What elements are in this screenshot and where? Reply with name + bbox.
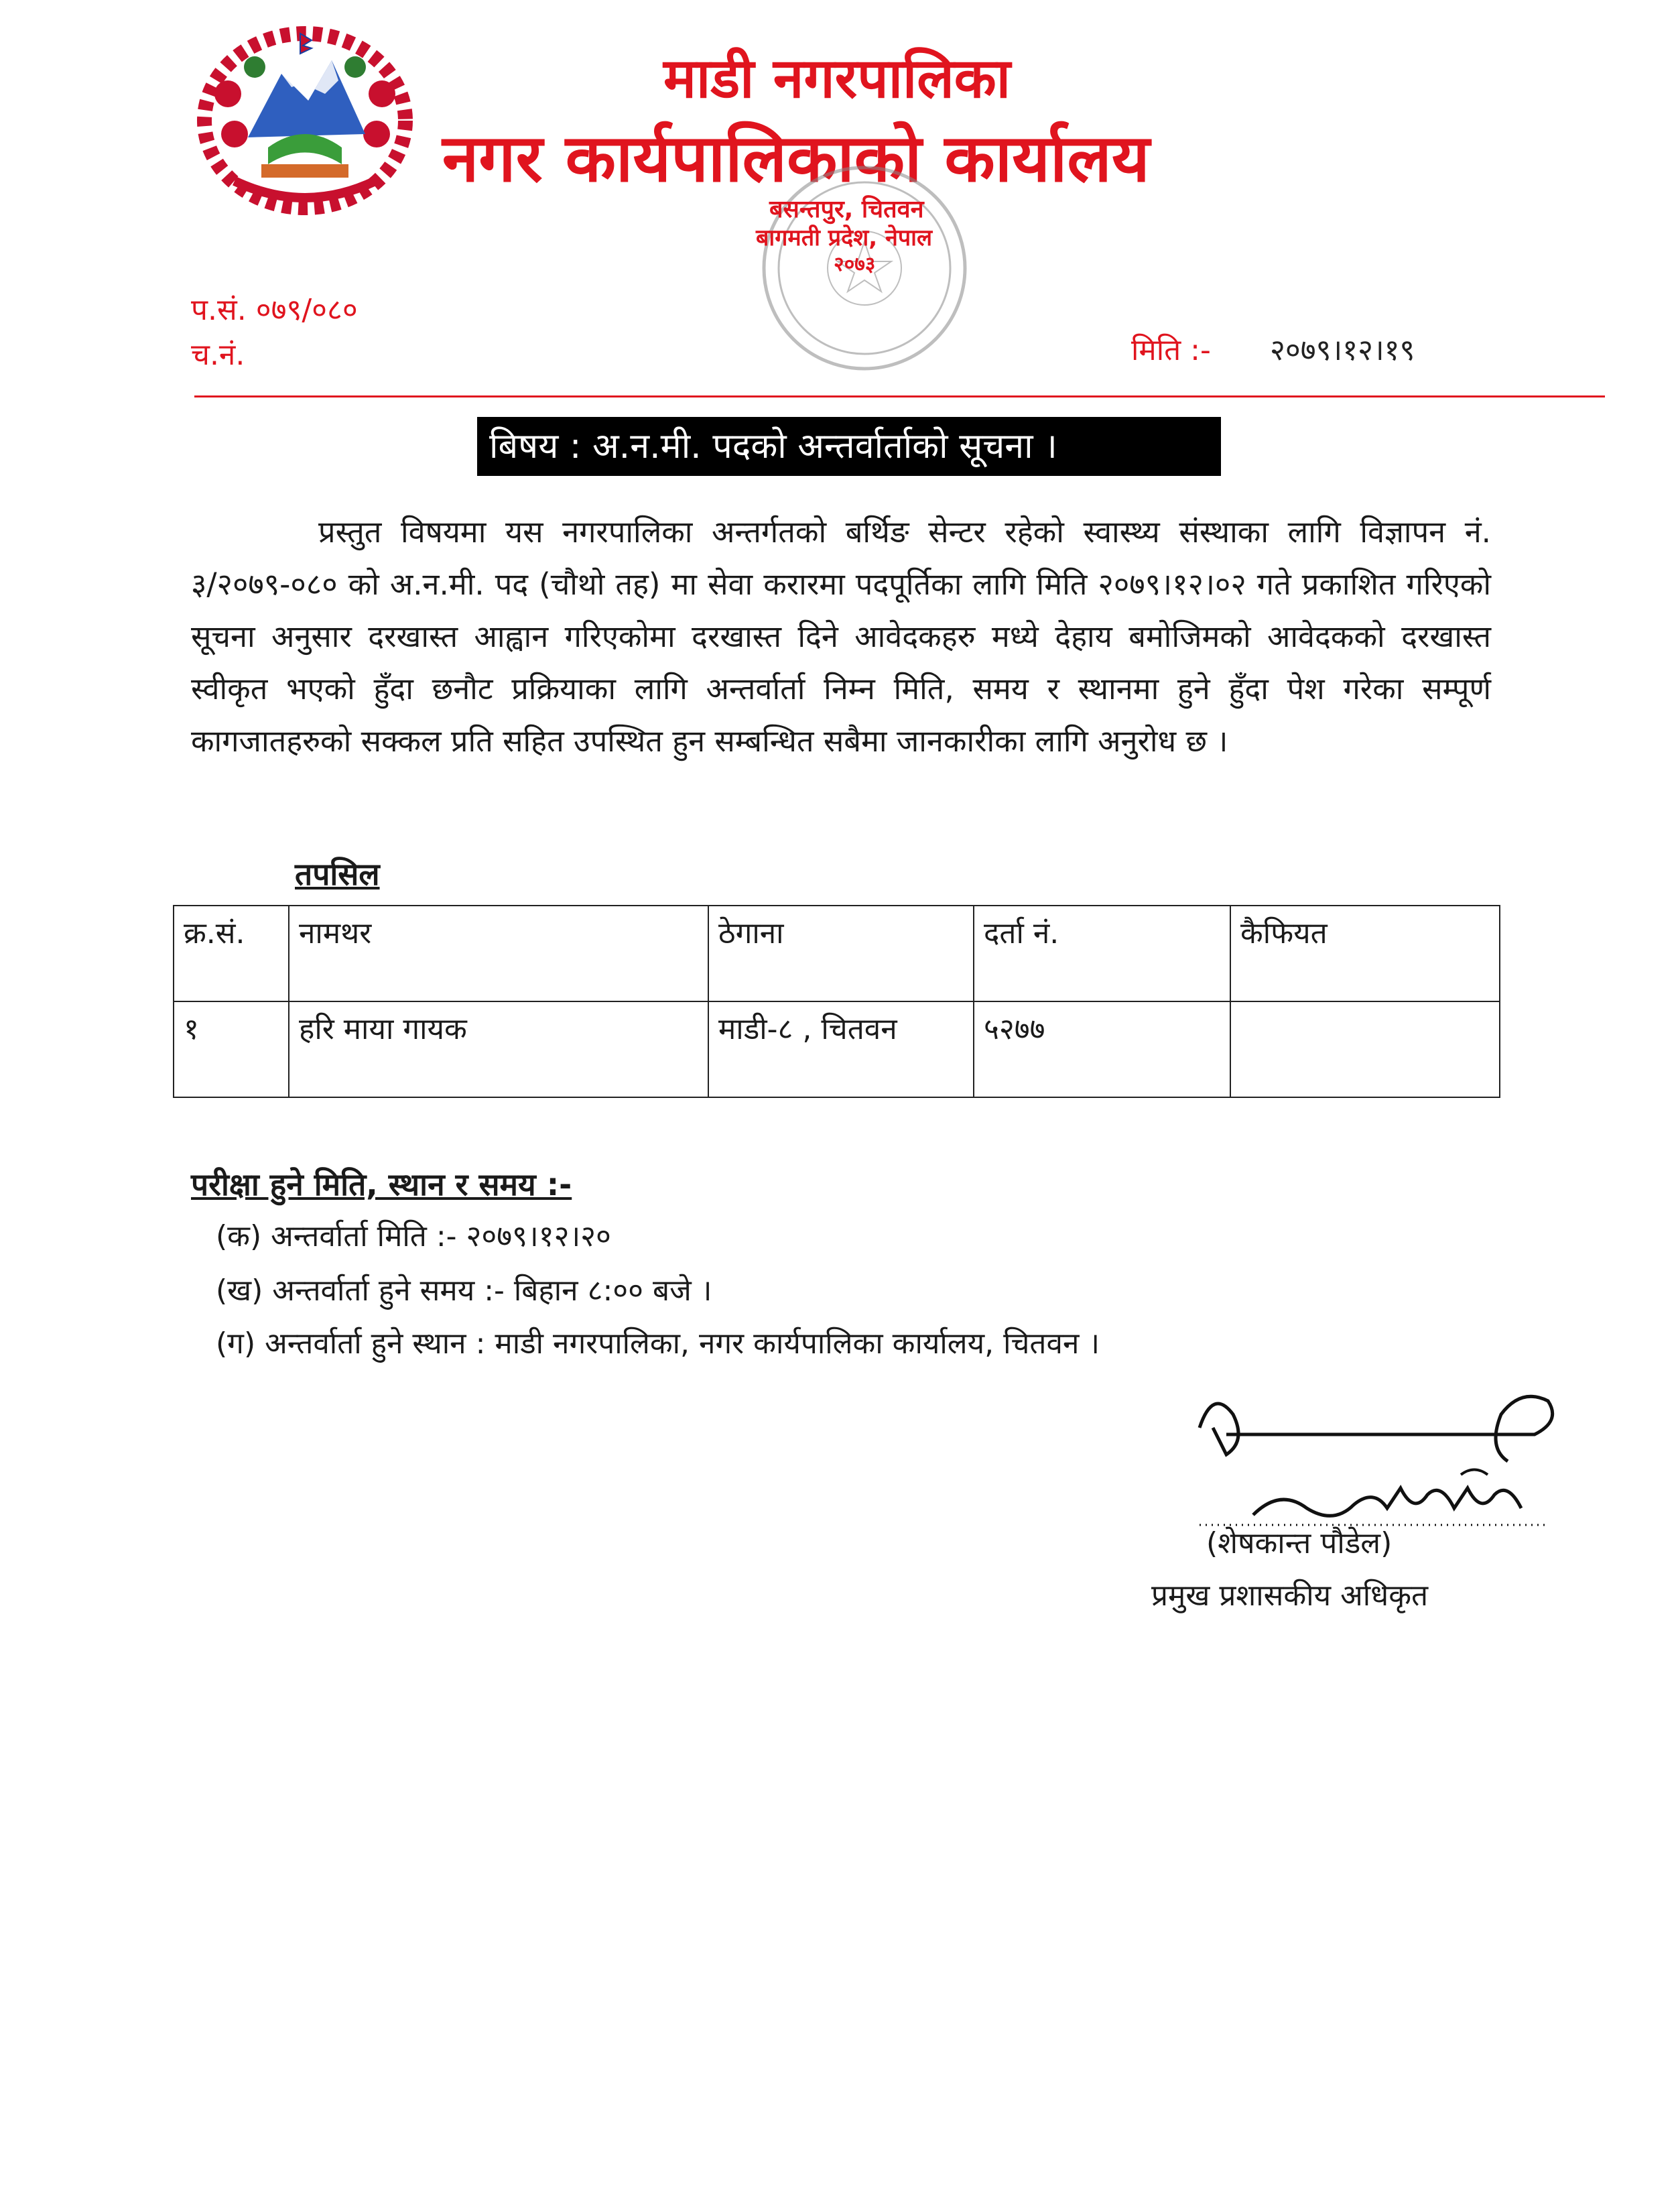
- exam-date-item: (क) अन्तर्वार्ता मिति :- २०७९।१२।२०: [216, 1219, 611, 1253]
- office-name: नगर कार्यपालिकाको कार्यालय: [442, 121, 1150, 197]
- header-serial: क्र.सं.: [174, 906, 289, 1001]
- address-line-2: बागमती प्रदेश, नेपाल: [756, 225, 933, 251]
- exam-venue-item: (ग) अन्तर्वार्ता हुने स्थान : माडी नगरपालिका, नगर कार्यपालिका कार्यालय, चितवन ।: [216, 1327, 1100, 1361]
- table-header-row: [174, 906, 1500, 1001]
- header-name: नामथर: [289, 906, 708, 1001]
- table-row: [174, 1001, 1500, 1097]
- cell-remarks: [1230, 1001, 1500, 1097]
- cell-name: हरि माया गायक: [289, 1001, 708, 1097]
- reference-number: प.सं. ०७९/०८०: [191, 293, 358, 327]
- dispatch-number: च.नं.: [191, 338, 245, 372]
- subject-line: बिषय : अ.न.मी. पदको अन्तर्वार्ताको सूचना ।: [477, 417, 1221, 476]
- nepal-emblem-icon: [188, 20, 422, 221]
- exam-info-title: परीक्षा हुने मिति, स्थान र समय :-: [191, 1166, 572, 1203]
- header-address: ठेगाना: [708, 906, 974, 1001]
- signatory-name: (शेषकान्त पौडेल): [1206, 1526, 1393, 1560]
- address-line-3: २०७३: [834, 253, 876, 276]
- date-label: मिति :-: [1131, 333, 1211, 367]
- notice-paragraph: प्रस्तुत विषयमा यस नगरपालिका अन्तर्गतको बर्थिङ सेन्टर रहेको स्वास्थ्य संस्थाका लागि विज्ञापन नं. ३/२०७९-०८० को अ.न.मी. पद (चौथो तह) मा सेवा करारमा पदपूर्तिका लागि मिति २०७९।१२।०२ गते प्रकाशित गरिएको सूचना अनुसार दरखास्त आह्वान गरिएकोमा दरखास्त दिने आवेदकहरु मध्ये देहाय बमोजिमको आवेदकको दरखास्त स्वीकृत भएको हुँदा छनौट प्रक्रियाका लागि अन्तर्वार्ता निम्न मिति, समय र स्थानमा हुने हुँदा पेश गरेका सम्पूर्ण कागजातहरुको सक्कल प्रति सहित उपस्थित हुन सम्बन्धित सबैमा जानकारीका लागि अनुरोध छ ।: [191, 514, 1491, 759]
- header-divider: [194, 395, 1605, 397]
- candidate-table: [173, 905, 1500, 1098]
- signatory-designation: प्रमुख प्रशासकीय अधिकृत: [1151, 1579, 1429, 1613]
- notice-body: [191, 506, 1491, 767]
- cell-address: माडी-८ , चितवन: [708, 1001, 974, 1097]
- cell-serial: १: [174, 1001, 289, 1097]
- date-value: २०७९।१२।१९: [1270, 333, 1415, 367]
- address-line-1: बसन्तपुर, चितवन: [769, 196, 924, 223]
- annex-title: तपसिल: [295, 856, 380, 892]
- org-name: माडी नगरपालिका: [663, 47, 1011, 111]
- header-registration: दर्ता नं.: [974, 906, 1230, 1001]
- cell-registration: ५२७७: [974, 1001, 1230, 1097]
- header-remarks: कैफियत: [1230, 906, 1500, 1001]
- exam-time-item: (ख) अन्तर्वार्ता हुने समय :- बिहान ८:०० बजे ।: [216, 1274, 712, 1308]
